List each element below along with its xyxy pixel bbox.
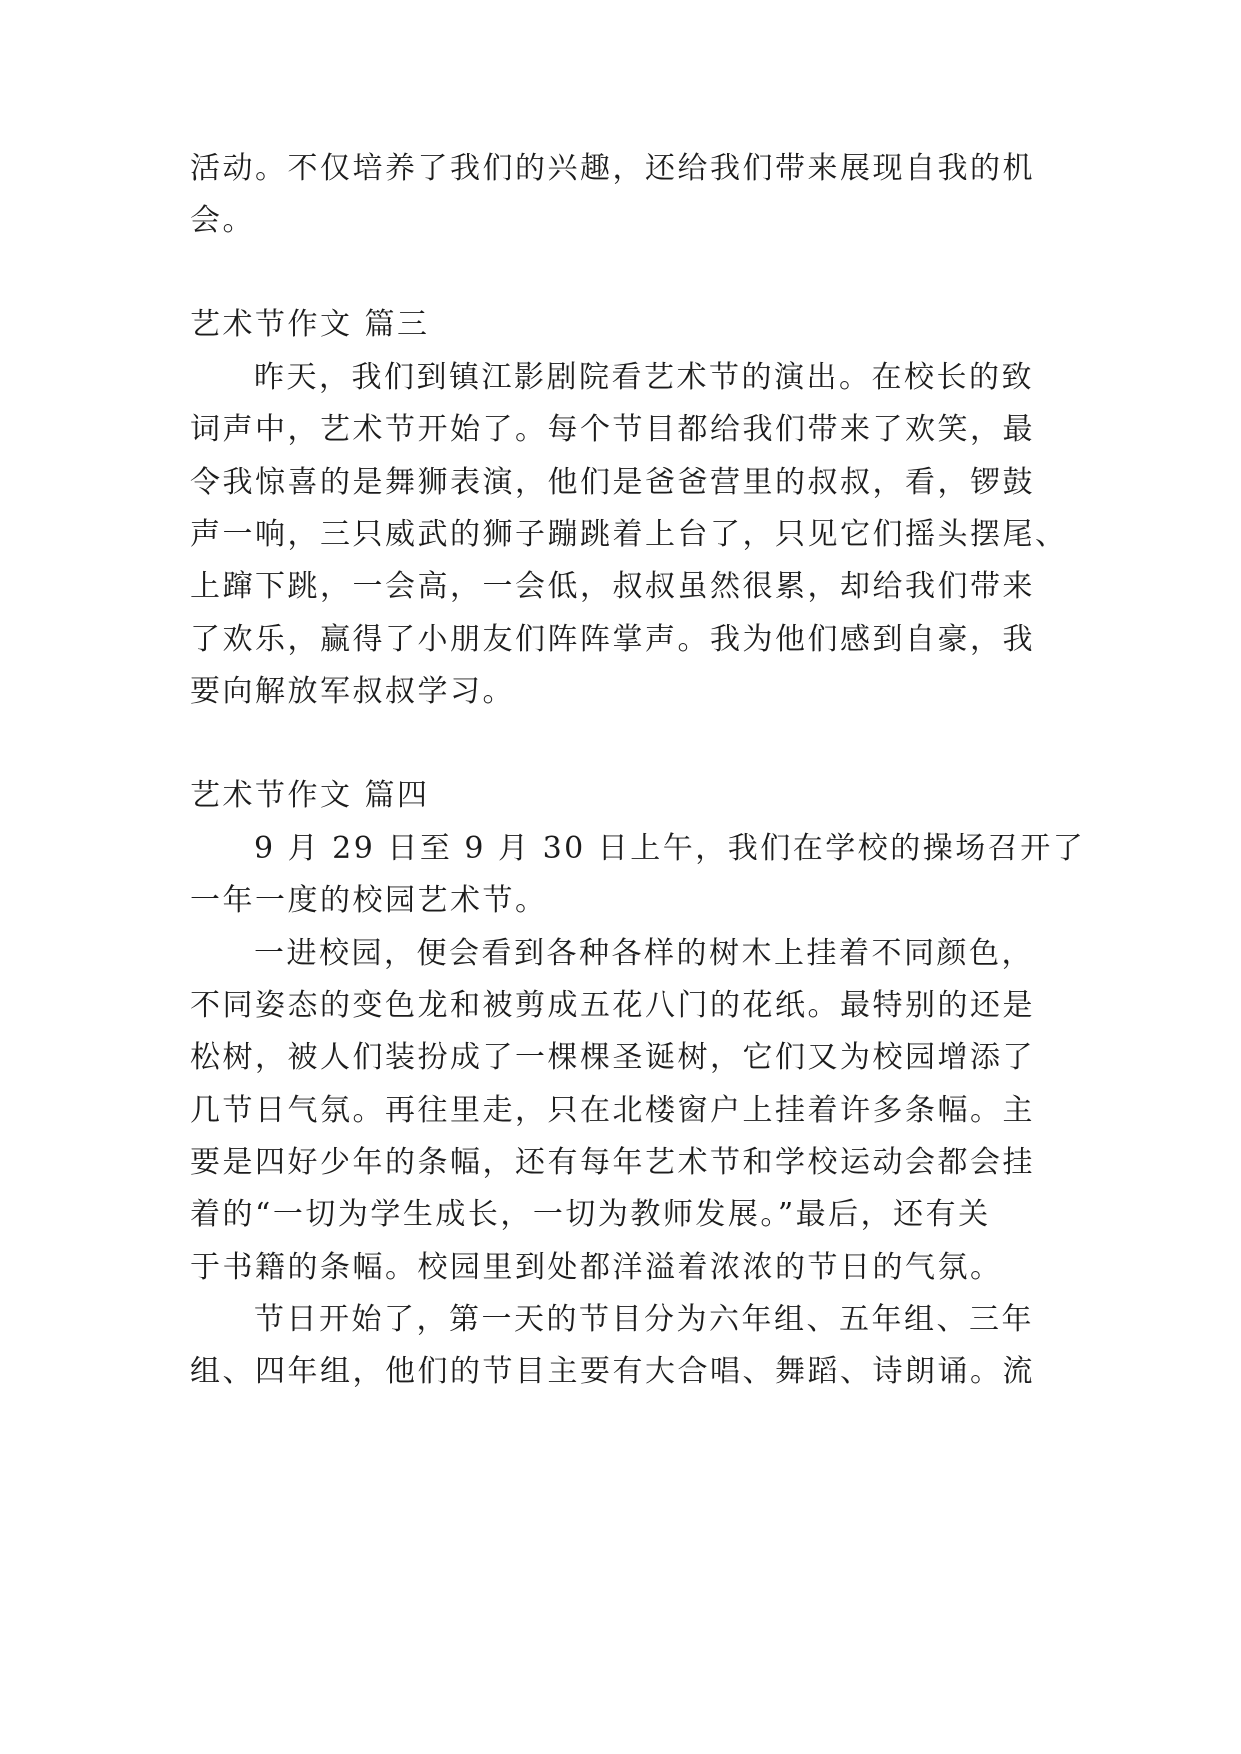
paragraph-line: 会。 — [190, 203, 255, 238]
section-heading-4: 艺术节作文 篇四 — [190, 778, 430, 813]
paragraph-line: 要向解放军叔叔学习。 — [190, 674, 515, 709]
paragraph-line: 几节日气氛。再往里走，只在北楼窗户上挂着许多条幅。主 — [190, 1093, 1035, 1128]
paragraph-line: 词声中，艺术节开始了。每个节目都给我们带来了欢笑，最 — [190, 412, 1035, 447]
paragraph-line: 一年一度的校园艺术节。 — [190, 883, 548, 918]
section-heading-3: 艺术节作文 篇三 — [190, 307, 430, 342]
paragraph-line: 于书籍的条幅。校园里到处都洋溢着浓浓的节日的气氛。 — [190, 1250, 1003, 1285]
paragraph-line: 9 月 29 日至 9 月 30 日上午，我们在学校的操场召开了 — [254, 831, 1086, 866]
paragraph-line: 松树，被人们装扮成了一棵棵圣诞树，它们又为校园增添了 — [190, 1040, 1035, 1075]
paragraph-line: 不同姿态的变色龙和被剪成五花八门的花纸。最特别的还是 — [190, 988, 1035, 1023]
paragraph-line: 活动。不仅培养了我们的兴趣，还给我们带来展现自我的机 — [190, 151, 1035, 186]
paragraph-line: 要是四好少年的条幅，还有每年艺术节和学校运动会都会挂 — [190, 1145, 1035, 1180]
paragraph-line: 着的“一切为学生成长，一切为教师发展。”最后，还有关 — [190, 1197, 991, 1232]
paragraph-line: 上蹿下跳，一会高，一会低，叔叔虽然很累，却给我们带来 — [190, 569, 1035, 604]
paragraph-line: 令我惊喜的是舞狮表演，他们是爸爸营里的叔叔，看，锣鼓 — [190, 465, 1035, 500]
paragraph-line: 节日开始了，第一天的节目分为六年组、五年组、三年 — [254, 1302, 1034, 1337]
paragraph-line: 声一响，三只威武的狮子蹦跳着上台了，只见它们摇头摆尾、 — [190, 517, 1068, 552]
paragraph-line: 昨天，我们到镇江影剧院看艺术节的演出。在校长的致 — [254, 360, 1034, 395]
paragraph-line: 组、四年组，他们的节目主要有大合唱、舞蹈、诗朗诵。流 — [190, 1354, 1035, 1389]
paragraph-line: 了欢乐，赢得了小朋友们阵阵掌声。我为他们感到自豪，我 — [190, 622, 1035, 657]
paragraph-line: 一进校园，便会看到各种各样的树木上挂着不同颜色， — [254, 936, 1034, 971]
